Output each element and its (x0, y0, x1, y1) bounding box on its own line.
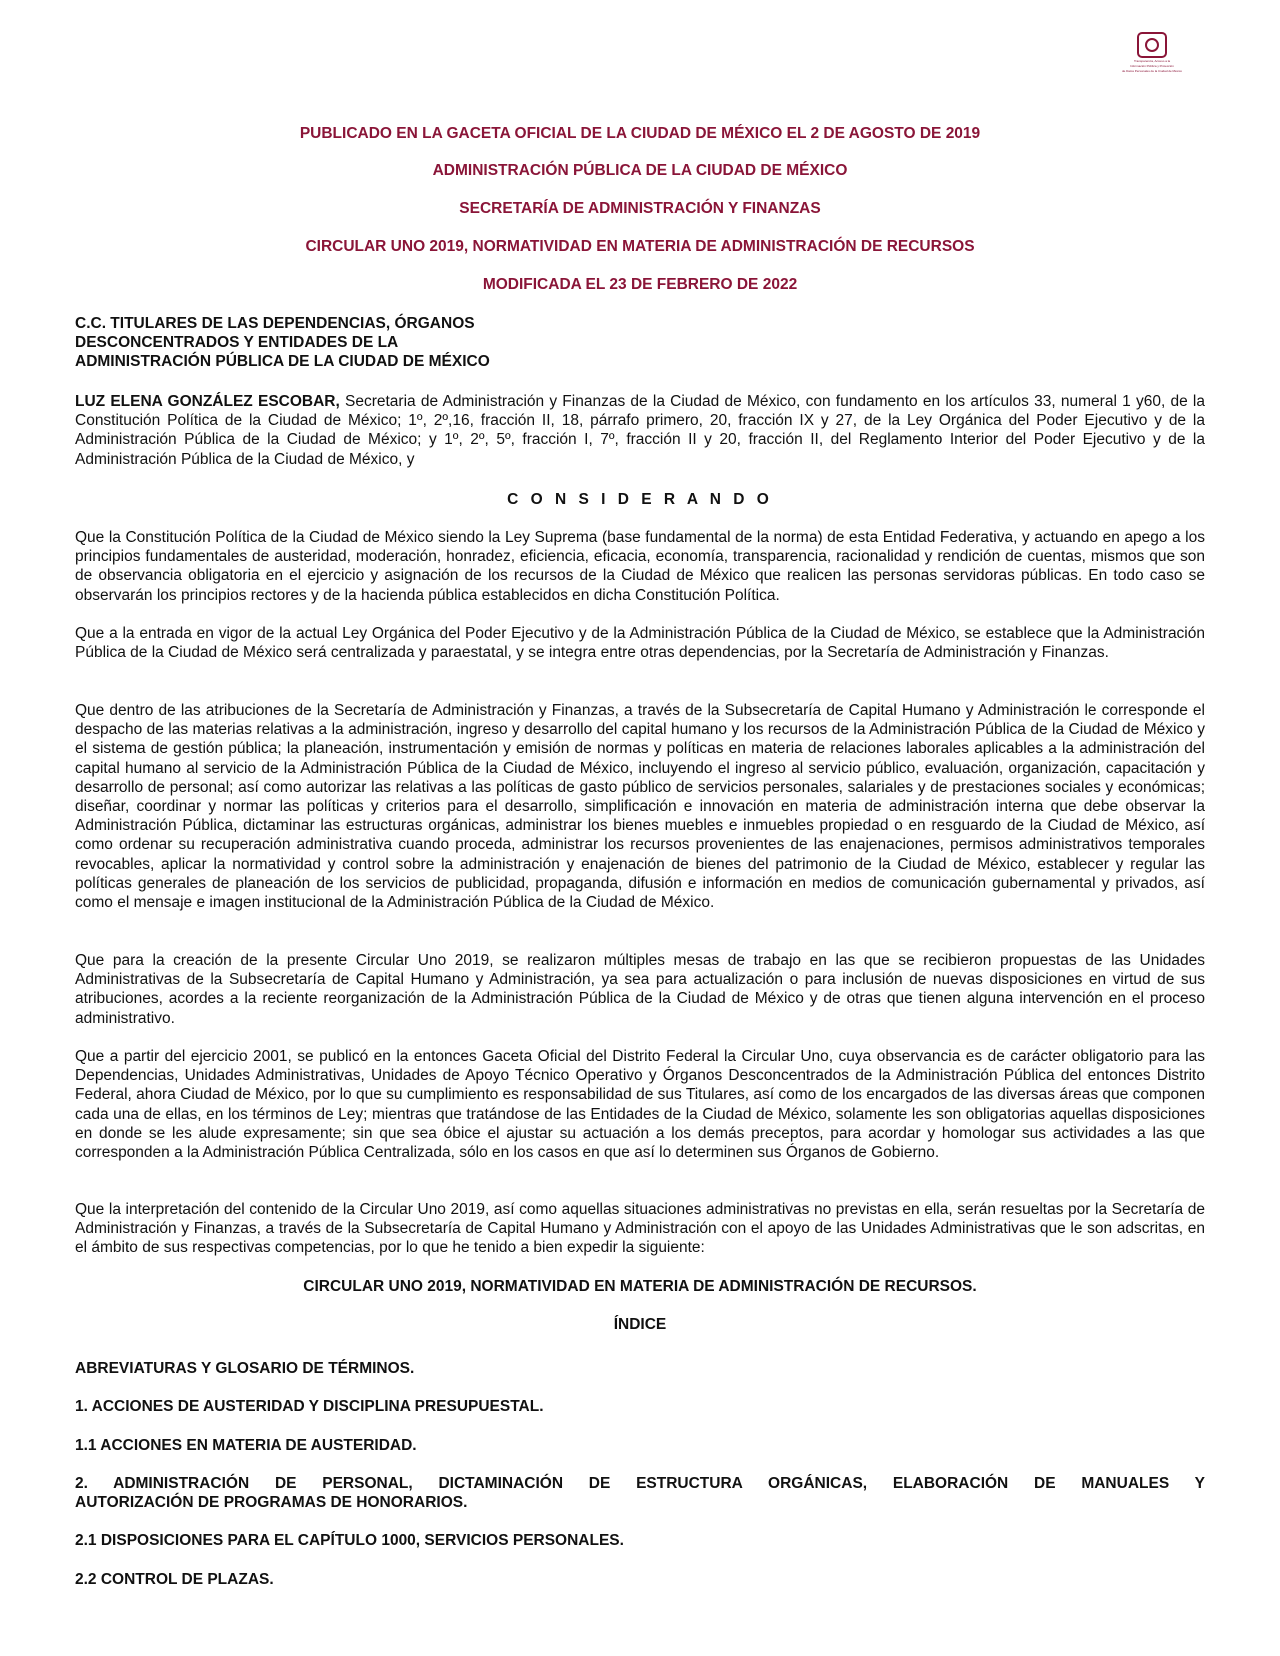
paragraph: Que a la entrada en vigor de la actual Ley Orgánica del Poder Ejecutivo y de la Administración Pública de la Ciudad de México, se establece que la Administración Pública de la Ciudad de México será centralizada y paraestatal, y se integra entre otras dependencias, por la Secretaría de Administración y Finanzas. (75, 625, 1205, 662)
index-item: 1.1 ACCIONES EN MATERIA DE AUSTERIDAD. (75, 1437, 417, 1454)
header-administration: ADMINISTRACIÓN PÚBLICA DE LA CIUDAD DE MÉXICO (432, 162, 848, 179)
signatory-name: LUZ ELENA GONZÁLEZ ESCOBAR, (75, 393, 340, 410)
addressee-line: ADMINISTRACIÓN PÚBLICA DE LA CIUDAD DE MÉXICO (75, 353, 490, 371)
index-item: ABREVIATURAS Y GLOSARIO DE TÉRMINOS. (75, 1360, 415, 1377)
logo-text-line1: Transparencia, Acceso a la (1133, 60, 1171, 63)
addressee-block (75, 314, 1205, 372)
eye-seal-icon (1137, 32, 1167, 58)
paragraph: Que a partir del ejercicio 2001, se publicó en la entonces Gaceta Oficial del Distrito Federal la Circular Uno, cuya observancia es de carácter obligatorio para las Dependencias, Unidades Administrativas, Unidades de Apoyo Técnico Operativo y Órganos Desconcentrados de la Administración Pública del entonces Distrito Federal, ahora Ciudad de México, por lo que su cumplimiento es responsabilidad de sus Titulares, así como de los encargados de las diversas áreas que componen cada una de ellas, en los términos de Ley; mientras que tratándose de las Entidades de la Ciudad de México, solamente les son obligatorias aquellas disposiciones en donde se les alude expresamente; sin que sea óbice el ajustar su actuación a los demás preceptos, para acordar y homologar sus actividades a las que corresponden a la Administración Pública Centralizada, sólo en los casos en que así lo determinen sus Órganos de Gobierno. (75, 1048, 1205, 1162)
logo-text-line3: de Datos Personales de la Ciudad de México (1121, 70, 1183, 73)
paragraph: Que la Constitución Política de la Ciudad de México siendo la Ley Suprema (base fundamental de la norma) de esta Entidad Federativa, y actuando en apego a los principios fundamentales de austeridad, moderación, honradez, eficiencia, eficacia, economía, transparencia, racionalidad y rendición de cuentas, mismos que son de observancia obligatoria en el ejercicio y asignación de los recursos de la Ciudad de México que realicen las personas servidoras públicas. En todo caso se observarán los principios rectores y de la hacienda pública establecidos en dicha Constitución Política. (75, 529, 1205, 604)
index-item-line: AUTORIZACIÓN DE PROGRAMAS DE HONORARIOS. (75, 1494, 468, 1512)
addressee-line: C.C. TITULARES DE LAS DEPENDENCIAS, ÓRGANOS (75, 315, 475, 332)
intro-text: Secretaria de Administración y Finanzas de la Ciudad de México, con fundamento en los artículos 33, numeral 1 y60, de la Constitución Política de la Ciudad de México; 1º, 2º,16, fracción II, 18, párrafo primero, 20, fracción IX y 27, de la Ley Orgánica del Poder Ejecutivo y de la Administración Pública de la Ciudad de México; y 1º, 2º, 5º, fracción I, 7º, fracción II y 20, fracción II, del Reglamento Interior del Poder Ejecutivo y de la Administración Pública de la Ciudad de México, y (75, 393, 1205, 468)
paragraph: Que para la creación de la presente Circular Uno 2019, se realizaron múltiples mesas de trabajo en las que se recibieron propuestas de las Unidades Administrativas de la Subsecretaría de Capital Humano y Administración, ya sea para actualización o para inclusión de nuevas disposiciones en virtud de sus atribuciones, acordes a la reciente reorganización de la Administración Pública de la Ciudad de México y de otras que tienen alguna intervención en el proceso administrativo. (75, 952, 1205, 1027)
index-item (75, 1474, 1205, 1512)
logo-text-line2: Información Pública y Protección (1130, 65, 1174, 68)
institution-logo (1112, 32, 1192, 76)
header-publication: PUBLICADO EN LA GACETA OFICIAL DE LA CIUDAD DE MÉXICO EL 2 DE AGOSTO DE 2019 (299, 125, 981, 142)
intro-paragraph (75, 392, 1205, 469)
index-item: 2.1 DISPOSICIONES PARA EL CAPÍTULO 1000, SERVICIOS PERSONALES. (75, 1532, 624, 1549)
paragraph: Que dentro de las atribuciones de la Secretaría de Administración y Finanzas, a través de la Subsecretaría de Capital Humano y Administración le corresponde el despacho de las materias relativas a la administración, ingreso y desarrollo del capital humano y los recursos de la Administración Pública de la Ciudad de México y el sistema de gestión pública; la planeación, instrumentación y emisión de normas y políticas en materia de relaciones laborales aplicables a la administración del capital humano al servicio de la Administración Pública de la Ciudad de México, incluyendo el ingreso al servicio público, evaluación, organización, capacitación y desarrollo de personal; así como autorizar las relativas a las políticas de gasto público de servicios personales, salariales y de prestaciones sociales y económicas; diseñar, coordinar y normar las políticas y criterios para el desarrollo, simplificación e innovación en materia de administración interna que debe observar la Administración Pública, dictaminar las estructuras orgánicas, administrar los bienes muebles e inmuebles propiedad o en resguardo de la Ciudad de México, así como ordenar su recuperación administrativa cuando proceda, administrar los recursos provenientes de las enajenaciones, permisos administrativos temporales revocables, aplicar la normatividad y control sobre la administración y enajenación de bienes del patrimonio de la Ciudad de México, establecer y regular las políticas generales de planeación de los servicios de publicidad, propaganda, difusión e información en medios de comunicación gubernamental y privados, así como el mensaje e imagen institucional de la Administración Pública de la Ciudad de México. (75, 702, 1205, 912)
index-title: ÍNDICE (613, 1316, 667, 1333)
index-item: 2.2 CONTROL DE PLAZAS. (75, 1571, 274, 1588)
index-item: 1. ACCIONES DE AUSTERIDAD Y DISCIPLINA PRESUPUESTAL. (75, 1398, 544, 1415)
circular-title: CIRCULAR UNO 2019, NORMATIVIDAD EN MATERIA DE ADMINISTRACIÓN DE RECURSOS. (303, 1278, 977, 1295)
considerando-heading: C O N S I D E R A N D O (507, 491, 773, 508)
paragraph: Que la interpretación del contenido de la Circular Uno 2019, así como aquellas situaciones administrativas no previstas en ella, serán resueltas por la Secretaría de Administración y Finanzas, a través de la Subsecretaría de Capital Humano y Administración con el apoyo de las Unidades Administrativas que le son adscritas, en el ámbito de sus respectivas competencias, por lo que he tenido a bien expedir la siguiente: (75, 1201, 1205, 1257)
index-item-line: 2. ADMINISTRACIÓN DE PERSONAL, DICTAMINACIÓN DE ESTRUCTURA ORGÁNICAS, ELABORACIÓN DE MANUALES Y (75, 1475, 1205, 1492)
header-modification: MODIFICADA EL 23 DE FEBRERO DE 2022 (482, 276, 798, 293)
header-secretariat: SECRETARÍA DE ADMINISTRACIÓN Y FINANZAS (459, 200, 821, 217)
addressee-line: DESCONCENTRADOS Y ENTIDADES DE LA (75, 334, 399, 352)
header-circular-title: CIRCULAR UNO 2019, NORMATIVIDAD EN MATERIA DE ADMINISTRACIÓN DE RECURSOS (305, 238, 975, 255)
